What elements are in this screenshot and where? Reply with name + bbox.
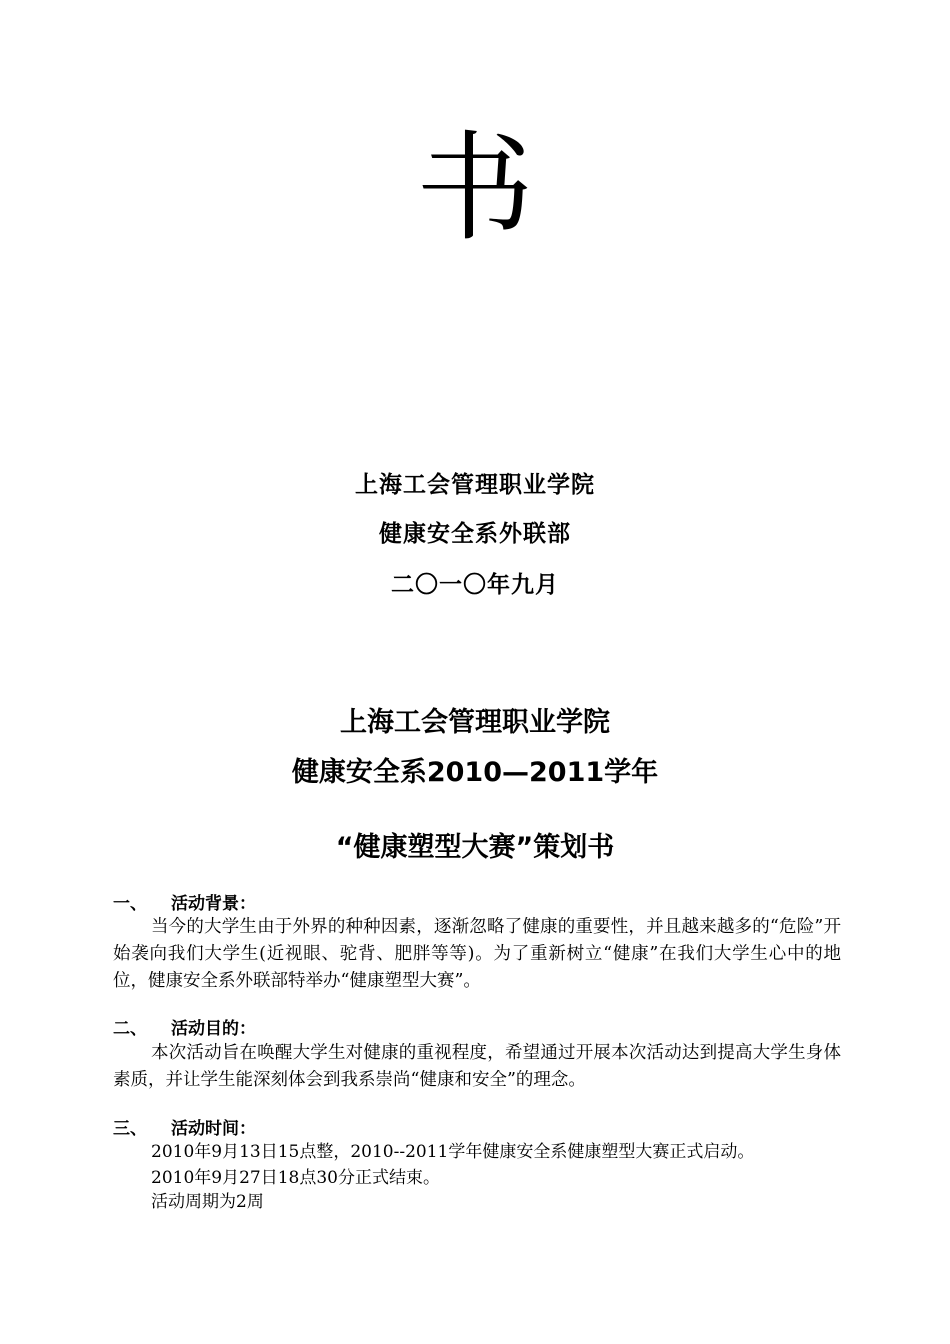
section-3-heading bbox=[113, 1118, 256, 1140]
section-2-heading bbox=[113, 1018, 256, 1040]
title-line-3: “健康塑型大赛”策划书 bbox=[335, 832, 615, 863]
section-2-number: 二、 bbox=[113, 1019, 147, 1039]
section-3-number: 三、 bbox=[113, 1119, 147, 1139]
title-line-1: 上海工会管理职业学院 bbox=[340, 707, 610, 738]
section-2-title: 活动目的： bbox=[171, 1019, 256, 1039]
cover-department: 健康安全系外联部 bbox=[379, 520, 571, 547]
cover-big-character: 书 bbox=[415, 119, 534, 257]
section-3-line-3: 活动周期为2周 bbox=[151, 1192, 264, 1212]
section-1-number: 一、 bbox=[113, 894, 147, 914]
section-1-paragraph: 当今的大学生由于外界的种种因素，逐渐忽略了健康的重要性，并且越来越多的“危险”开始袭向我们大学生(近视眼、驼背、肥胖等等)。为了重新树立“健康”在我们大学生心中的地位，健康安全系外联部特举办“健康塑型大赛”。 bbox=[113, 917, 841, 991]
cover-organization: 上海工会管理职业学院 bbox=[355, 471, 595, 498]
section-3-line-1: 2010年9月13日15点整，2010--2011学年健康安全系健康塑型大赛正式启动。 bbox=[151, 1142, 755, 1162]
cover-date: 二〇一〇年九月 bbox=[391, 571, 559, 598]
section-1-title: 活动背景： bbox=[171, 894, 256, 914]
section-1-heading bbox=[113, 893, 256, 915]
section-3-line-2: 2010年9月27日18点30分正式结束。 bbox=[151, 1168, 440, 1188]
section-2-paragraph: 本次活动旨在唤醒大学生对健康的重视程度，希望通过开展本次活动达到提高大学生身体素质，并让学生能深刻体会到我系崇尚“健康和安全”的理念。 bbox=[113, 1043, 841, 1090]
title-line-2: 健康安全系2010—2011学年 bbox=[291, 757, 659, 788]
section-3-title: 活动时间： bbox=[171, 1119, 256, 1139]
